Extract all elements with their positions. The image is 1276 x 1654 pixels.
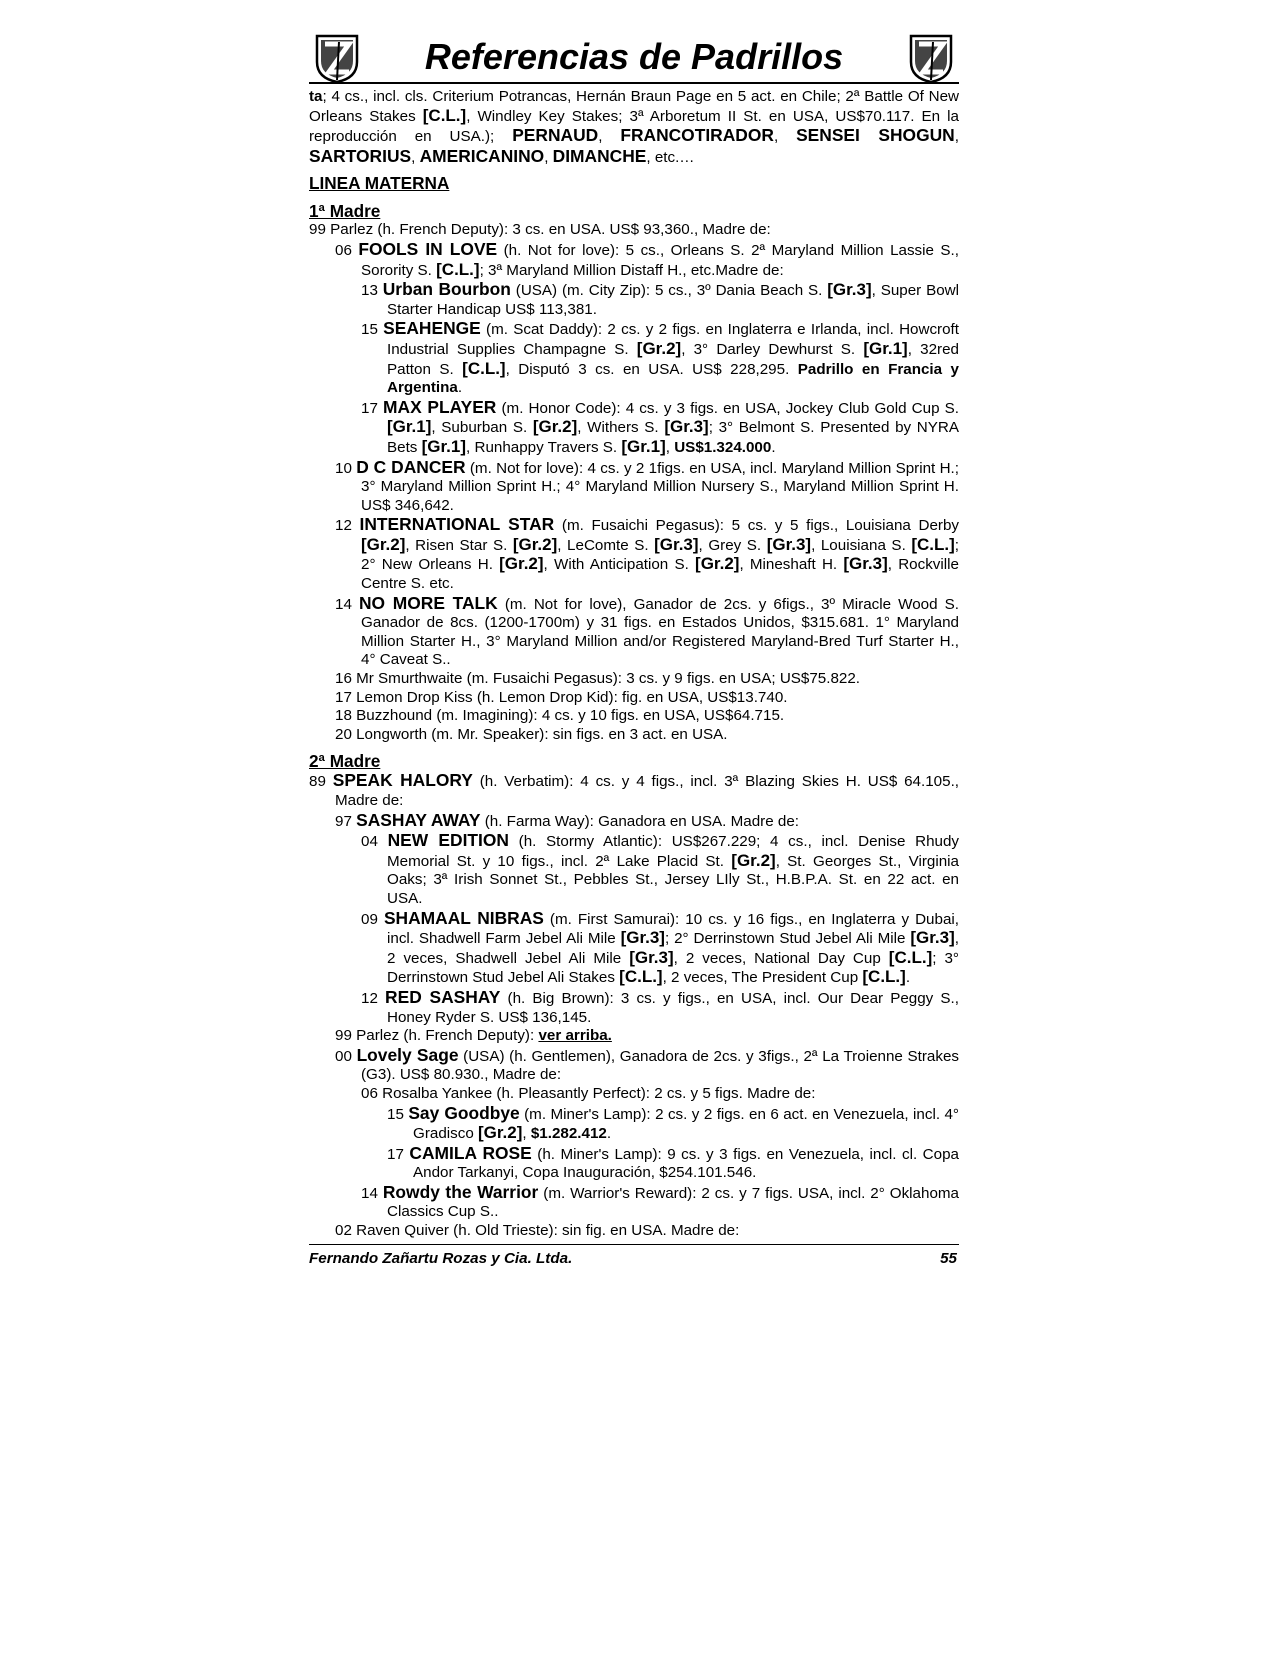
- entry-no-more-talk: 14 NO MORE TALK (m. Not for love), Ganador de 2cs. y 6figs., 3º Miracle Wood S. Ganador de 8cs. (1200-1700m) y 31 figs. en Estados Unidos, $315.681. 1° Maryland Million Starter H., 3° Maryland Million and/or Registered Maryland-Bred Turf Starter H., 4° Caveat S..: [335, 592, 959, 669]
- entry-dc-dancer: 10 D C DANCER (m. Not for love): 4 cs. y 2 1figs. en USA, incl. Maryland Million Sprint H.; 3° Maryland Million Sprint H.; 4° Maryland Million Nursery S., Maryland Million Sprint H. US$ 346,642.: [335, 456, 959, 514]
- entry-parlez-ref: 99 Parlez (h. French Deputy): ver arriba.: [335, 1027, 612, 1045]
- page-number: 55: [940, 1250, 957, 1267]
- section-heading-linea-materna: LINEA MATERNA: [309, 173, 450, 194]
- entry-urban-bourbon: 13 Urban Bourbon (USA) (m. City Zip): 5 cs., 3º Dania Beach S. [Gr.3], Super Bowl Starter Handicap US$ 113,381.: [361, 279, 959, 318]
- entry-say-goodbye: 15 Say Goodbye (m. Miner's Lamp): 2 cs. y 2 figs. en 6 act. en Venezuela, incl. 4° Gradisco [Gr.2], $1.282.412.: [387, 1102, 959, 1143]
- entry-parlez: 99 Parlez (h. French Deputy): 3 cs. en USA. US$ 93,360., Madre de:: [309, 221, 771, 239]
- entry-mr-smurthwaite: 16 Mr Smurthwaite (m. Fusaichi Pegasus): 3 cs. y 9 figs. en USA; US$75.822.: [335, 670, 861, 688]
- page-title: Referencias de Padrillos: [424, 36, 844, 77]
- logo-right-icon: [907, 32, 955, 84]
- page-footer: [309, 1244, 959, 1267]
- entry-lemon-drop-kiss: 17 Lemon Drop Kiss (h. Lemon Drop Kid): fig. en USA, US$13.740.: [335, 688, 788, 706]
- entry-rowdy-the-warrior: 14 Rowdy the Warrior (m. Warrior's Reward): 2 cs. y 7 figs. USA, incl. 2° Oklahoma Classics Cup S..: [361, 1181, 959, 1221]
- intro-paragraph: ta; 4 cs., incl. cls. Criterium Potrancas, Hernán Braun Page en 5 act. en Chile; 2ª Battle Of New Orleans Stakes [C.L.], Windley Key Stakes; 3ª Arboretum II St. en USA, US$70.117. En la reproducción en USA.); PERNAUD, FRANCOTIRADOR, SENSEI SHOGUN, SARTORIUS, AMERICANINO, DIMANCHE, etc.…: [309, 88, 959, 166]
- ver-arriba-link: ver arriba.: [538, 1027, 612, 1045]
- entry-lovely-sage: 00 Lovely Sage (USA) (h. Gentlemen), Ganadora de 2cs. y 3figs., 2ª La Troienne Strakes (G3). US$ 80.930., Madre de:: [335, 1044, 959, 1084]
- entry-longworth: 20 Longworth (m. Mr. Speaker): sin figs. en 3 act. en USA.: [335, 725, 728, 743]
- section-heading-madre-1: 1ª Madre: [309, 201, 381, 222]
- entry-red-sashay: 12 RED SASHAY (h. Big Brown): 3 cs. y figs., en USA, incl. Our Dear Peggy S., Honey Ryder S. US$ 136,145.: [361, 986, 959, 1026]
- entry-new-edition: 04 NEW EDITION (h. Stormy Atlantic): US$267.229; 4 cs., incl. Denise Rhudy Memorial St. y 10 figs., incl. 2ª Lake Placid St. [Gr.2], St. Georges St., Virginia Oaks; 3ª Irish Sonnet St., Pebbles St., Jersey LIly St., H.B.P.A. St. en 22 act. en USA.: [361, 830, 959, 907]
- entry-international-star: 12 INTERNATIONAL STAR (m. Fusaichi Pegasus): 5 cs. y 5 figs., Louisiana Derby [Gr.2], Risen Star S. [Gr.2], LeComte S. [Gr.3], Grey S. [Gr.3], Louisiana S. [C.L.]; 2° New Orleans H. [Gr.2], With Anticipation S. [Gr.2], Mineshaft H. [Gr.3], Rockville Centre S. etc.: [335, 514, 960, 593]
- entry-rosalba-yankee: 06 Rosalba Yankee (h. Pleasantly Perfect): 2 cs. y 5 figs. Madre de:: [361, 1084, 816, 1102]
- main-content: [309, 88, 959, 1241]
- footer-company: Fernando Zañartu Rozas y Cia. Ltda.: [309, 1250, 573, 1267]
- entry-shamaal-nibras: 09 SHAMAAL NIBRAS (m. First Samurai): 10 cs. y 16 figs., en Inglaterra y Dubai, incl. Shadwell Farm Jebel Ali Mile [Gr.3]; 2° Derrinstown Stud Jebel Ali Mile [Gr.3], 2 veces, Shadwell Jebel Ali Mile [Gr.3], 2 veces, National Day Cup [C.L.]; 3° Derrinstown Stud Jebel Ali Stakes [C.L.], 2 veces, The President Cup [C.L.].: [361, 907, 959, 987]
- entry-speak-halory: 89 SPEAK HALORY (h. Verbatim): 4 cs. y 4 figs., incl. 3ª Blazing Skies H. US$ 64.105., Madre de:: [309, 770, 960, 809]
- header-rule: [309, 82, 959, 84]
- entry-raven-quiver: 02 Raven Quiver (h. Old Trieste): sin fig. en USA. Madre de:: [335, 1222, 740, 1240]
- entry-fools-in-love: 06 FOOLS IN LOVE (h. Not for love): 5 cs., Orleans S. 2ª Maryland Million Lassie S., Sorority S. [C.L.]; 3ª Maryland Million Distaff H., etc.Madre de:: [335, 238, 959, 279]
- entry-buzzhound: 18 Buzzhound (m. Imagining): 4 cs. y 10 figs. en USA, US$64.715.: [335, 707, 785, 725]
- page-header: [309, 30, 959, 86]
- entry-max-player: 17 MAX PLAYER (m. Honor Code): 4 cs. y 3 figs. en USA, Jockey Club Gold Cup S. [Gr.1], Suburban S. [Gr.2], Withers S. [Gr.3]; 3° Belmont S. Presented by NYRA Bets [Gr.1], Runhappy Travers S. [Gr.1], US$1.324.000.: [361, 396, 959, 456]
- section-heading-madre-2: 2ª Madre: [309, 751, 381, 772]
- entry-seahenge: 15 SEAHENGE (m. Scat Daddy): 2 cs. y 2 figs. en Inglaterra e Irlanda, incl. Howcroft Industrial Supplies Champagne S. [Gr.2], 3° Darley Dewhurst S. [Gr.1], 32red Patton S. [C.L.], Disputó 3 cs. en USA. US$ 228,295. Padrillo en Francia y Argentina.: [361, 318, 959, 397]
- entry-camila-rose: 17 CAMILA ROSE (h. Miner's Lamp): 9 cs. y 3 figs. en Venezuela, incl. cl. Copa Andor Tarkanyi, Copa Inauguración, $254.101.546.: [387, 1142, 959, 1182]
- entry-sashay-away: 97 SASHAY AWAY (h. Farma Way): Ganadora en USA. Madre de:: [335, 809, 799, 830]
